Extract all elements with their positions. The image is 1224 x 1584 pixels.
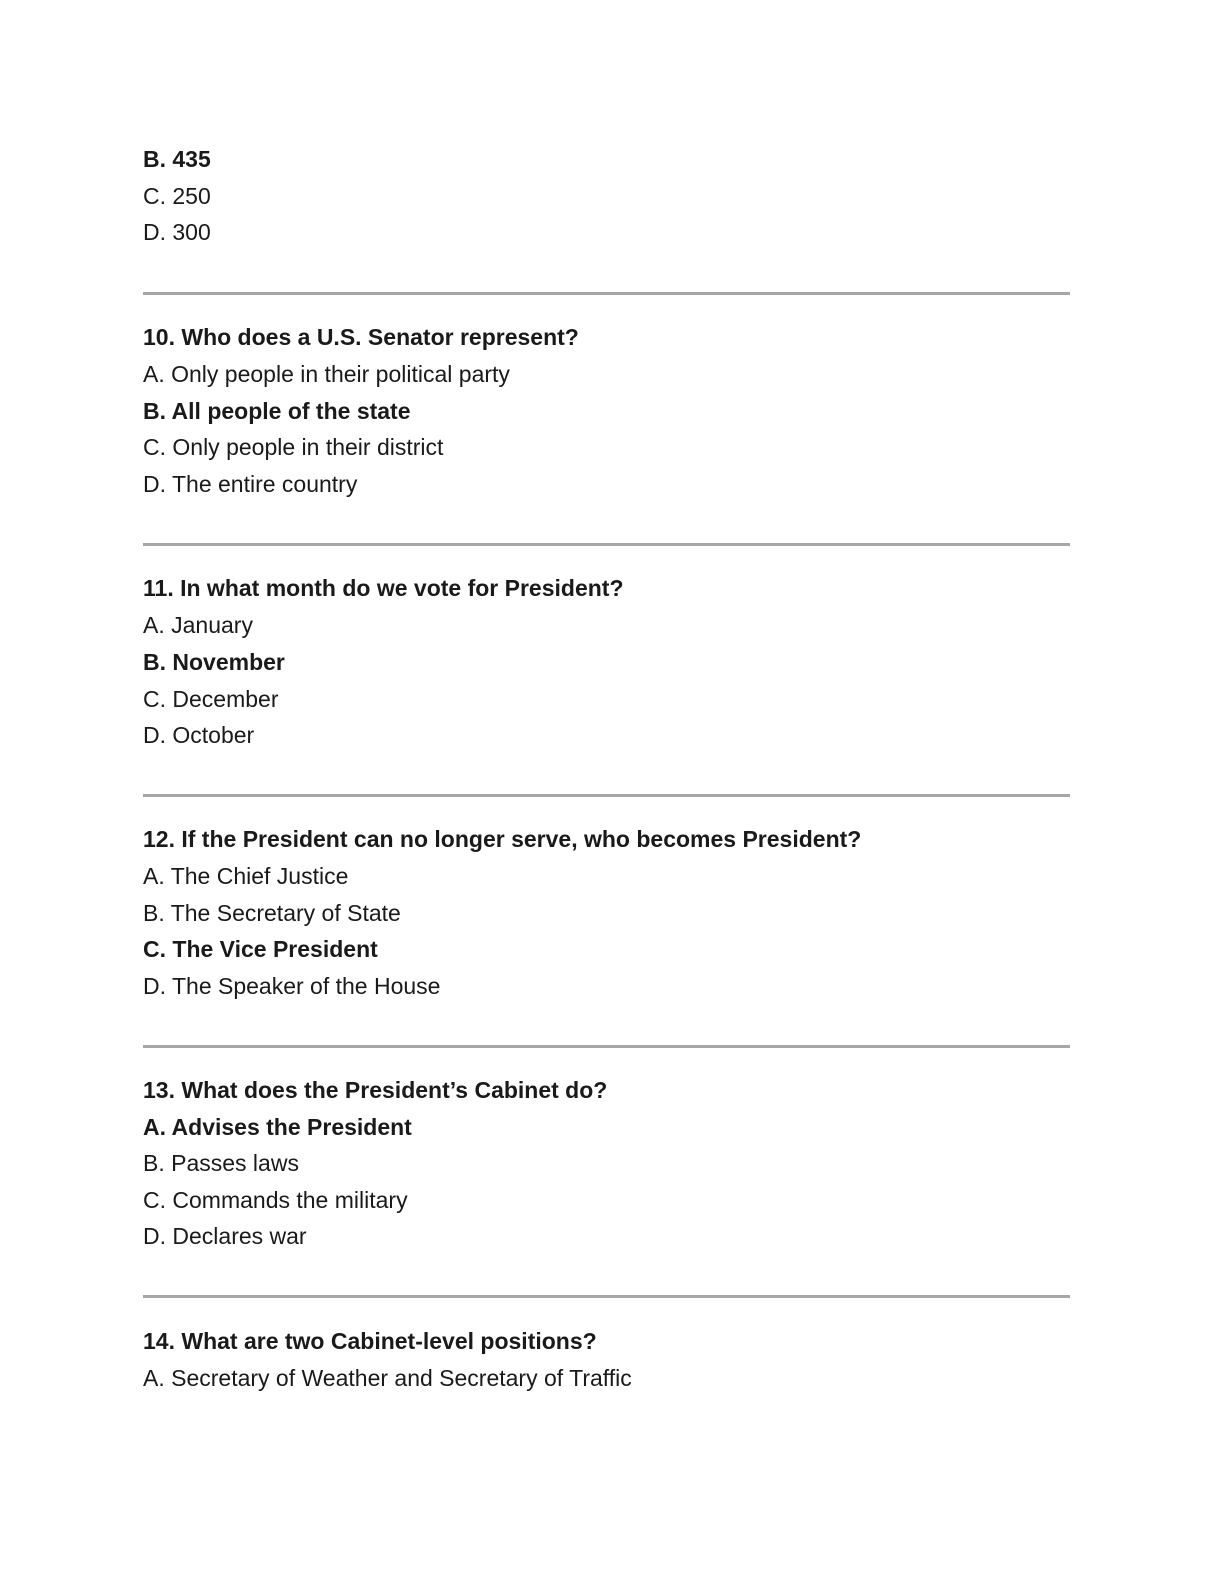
answer-option: C. Commands the military <box>143 1187 408 1213</box>
answer-option: D. Declares war <box>143 1223 307 1249</box>
answer-option: D. 300 <box>143 219 211 245</box>
section-divider <box>143 794 1070 797</box>
answer-option: C. Only people in their district <box>143 434 444 460</box>
section-divider <box>143 543 1070 546</box>
answer-option: C. December <box>143 686 279 712</box>
answer-option: A. Only people in their political party <box>143 361 510 387</box>
answer-option: D. October <box>143 722 255 748</box>
question-11-text: 11. In what month do we vote for President? <box>143 575 624 601</box>
answer-option-correct: C. The Vice President <box>143 936 378 962</box>
answer-option: C. 250 <box>143 183 211 209</box>
answer-option-correct: B. All people of the state <box>143 398 411 424</box>
answer-option: D. The Speaker of the House <box>143 973 441 999</box>
answer-option: B. Passes laws <box>143 1150 299 1176</box>
answer-option: A. January <box>143 612 253 638</box>
answer-option-correct: B. 435 <box>143 146 211 172</box>
question-12-text: 12. If the President can no longer serve, who becomes President? <box>143 826 862 852</box>
section-divider <box>143 292 1070 295</box>
answer-option: A. Secretary of Weather and Secretary of Traffic <box>143 1365 632 1391</box>
answer-option: B. The Secretary of State <box>143 900 401 926</box>
question-14-text: 14. What are two Cabinet-level positions? <box>143 1328 597 1354</box>
section-divider <box>143 1295 1070 1298</box>
question-13-text: 13. What does the President’s Cabinet do? <box>143 1077 608 1103</box>
answer-option-correct: A. Advises the President <box>143 1114 412 1140</box>
answer-option-correct: B. November <box>143 649 285 675</box>
answer-option: D. The entire country <box>143 471 358 497</box>
answer-option: A. The Chief Justice <box>143 863 349 889</box>
question-10-text: 10. Who does a U.S. Senator represent? <box>143 324 579 350</box>
section-divider <box>143 1045 1070 1048</box>
